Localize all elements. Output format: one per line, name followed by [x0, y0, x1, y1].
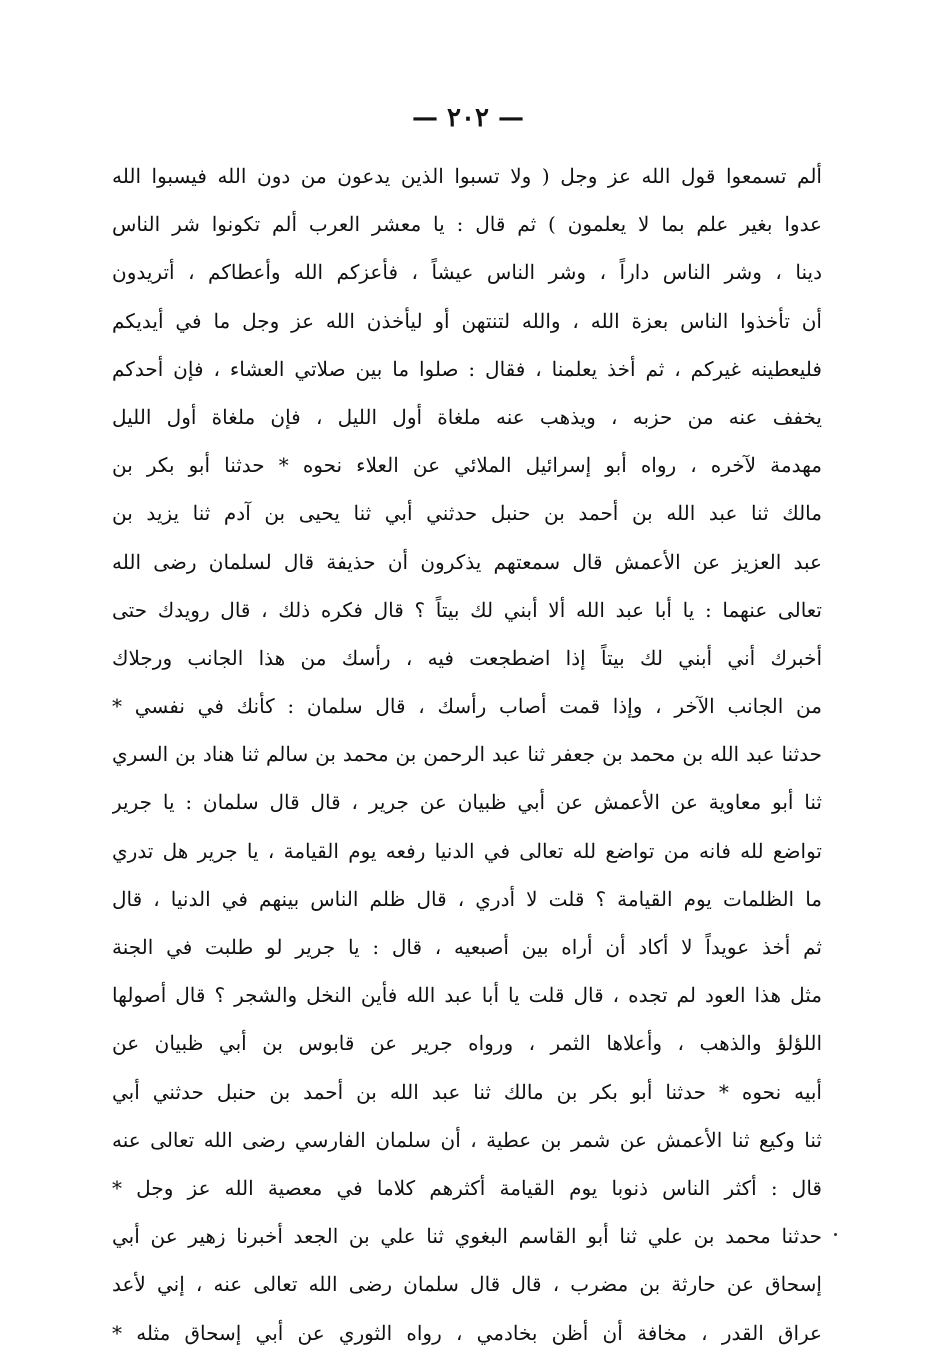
text-line: ثنا وكيع ثنا الأعمش عن شمر بن عطية ، أن سلمان الفارسي رضى الله تعالى عنه: [112, 1127, 822, 1152]
text-line: يخفف عنه من حزبه ، ويذهب عنه ملغاة أول الليل ، فإن ملغاة أول الليل: [112, 404, 822, 429]
text-line: حدثنا محمد بن علي ثنا أبو القاسم البغوي ثنا علي بن الجعد أخبرنا زهير عن أبي: [112, 1224, 822, 1249]
text-line: مثل هذا العود لم تجده ، قال قلت يا أبا عبد الله فأين النخل والشجر ؟ قال أصولها: [112, 983, 822, 1008]
page-number: — ٢٠٢ —: [411, 103, 525, 133]
text-line: فليعطينه غيركم ، ثم أخذ يعلمنا ، فقال : صلوا ما بين صلاتي العشاء ، فإن أحدكم: [112, 356, 822, 381]
text-line: أخبرك أني أبني لك بيتاً إذا اضطجعت فيه ، رأسك من هذا الجانب ورجلاك: [112, 645, 822, 670]
text-line: إسحاق عن حارثة بن مضرب ، قال قال سلمان رضى الله تعالى عنه ، إني لأعد: [112, 1272, 822, 1297]
text-line: تعالى عنهما : يا أبا عبد الله ألا أبني لك بيتاً ؟ قال فكره ذلك ، قال رويدك حتى: [112, 597, 822, 622]
body-text: [112, 152, 822, 1357]
text-line: من الجانب الآخر ، وإذا قمت أصاب رأسك ، قال سلمان : كأنك في نفسي *: [112, 694, 822, 719]
text-line: ألم تسمعوا قول الله عز وجل ( ولا تسبوا الذين يدعون من دون الله فيسبوا الله: [112, 164, 822, 188]
text-line: مالك ثنا عبد الله بن أحمد بن حنبل حدثني أبي ثنا يحيى بن آدم ثنا يزيد بن: [112, 501, 822, 526]
text-line: عراق القدر ، مخافة أن أظن بخادمي ، رواه الثوري عن أبي إسحاق مثله *: [112, 1320, 822, 1345]
text-line: عبد العزيز عن الأعمش قال سمعتهم يذكرون أن حذيفة قال لسلمان رضى الله: [112, 549, 822, 574]
text-line: اللؤلؤ والذهب ، وأعلاها الثمر ، ورواه جرير عن قابوس بن أبي ظبيان عن: [112, 1031, 822, 1056]
text-line: ما الظلمات يوم القيامة ؟ قلت لا أدري ، قال ظلم الناس بينهم في الدنيا ، قال: [112, 886, 822, 911]
text-line: أبيه نحوه * حدثنا أبو بكر بن مالك ثنا عبد الله بن أحمد بن حنبل حدثني أبي: [112, 1079, 822, 1104]
text-line: ثنا أبو معاوية عن الأعمش عن أبي ظبيان عن جرير ، قال قال سلمان : يا جرير: [112, 790, 822, 815]
text-line: مهدمة لآخره ، رواه أبو إسرائيل الملائي عن العلاء نحوه * حدثنا أبو بكر بن: [112, 453, 822, 478]
ink-dot: [834, 1233, 837, 1236]
text-line: قال : أكثر الناس ذنوبا يوم القيامة أكثرهم كلاما في معصية الله عز وجل *: [112, 1175, 822, 1200]
text-line: حدثنا عبد الله بن محمد بن جعفر ثنا عبد الرحمن بن محمد بن سالم ثنا هناد بن السري: [112, 742, 822, 767]
text-line: تواضع لله فانه من تواضع لله تعالى في الدنيا رفعه يوم القيامة ، يا جرير هل تدري: [112, 838, 822, 863]
text-line: دينا ، وشر الناس داراً ، وشر الناس عيشاً ، فأعزكم الله وأعطاكم ، أتريدون: [112, 260, 822, 285]
text-line: أن تأخذوا الناس بعزة الله ، والله لتنتهن أو ليأخذن الله عز وجل ما في أيديكم: [112, 308, 822, 333]
text-line: عدوا بغير علم بما لا يعلمون ) ثم قال : يا معشر العرب ألم تكونوا شر الناس: [112, 212, 822, 237]
text-line: ثم أخذ عويداً لا أكاد أن أراه بين أصبعيه ، قال : يا جرير لو طلبت في الجنة: [112, 935, 822, 959]
